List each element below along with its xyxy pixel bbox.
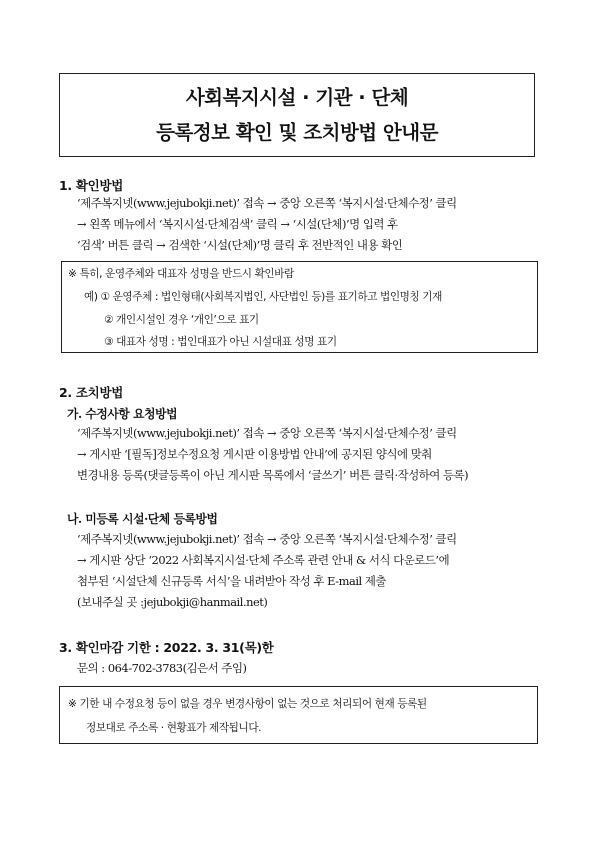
section2-b-line: (보내주실 곳 :jejubokji@hanmail.net): [77, 595, 268, 609]
section2-sub-a-heading: 가. 수정사항 요청방법: [67, 407, 178, 421]
section1-line: ‘제주복지넷(www.jejubokji.net)’ 접속 → 중앙 오른쪽 ‘복지시설·단체수정’ 클릭: [77, 196, 457, 210]
section2-b-line: 첨부된 ‘시설단체 신규등록 서식’을 내려받아 작성 후 E-mail 제출: [77, 574, 386, 588]
section2-a-line: ‘제주복지넷(www.jejubokji.net)’ 접속 → 중앙 오른쪽 ‘복지시설·단체수정’ 클릭: [77, 426, 457, 440]
section2-heading: 2. 조치방법: [59, 385, 123, 400]
section2-b-line: ‘제주복지넷(www.jejubokji.net)’ 접속 → 중앙 오른쪽 ‘복지시설·단체수정’ 클릭: [77, 532, 457, 546]
section1-heading: 1. 확인방법: [59, 178, 123, 193]
section3-heading: 3. 확인마감 기한 : 2022. 3. 31(목)한: [59, 640, 274, 655]
section1-line: ‘검색’ 버튼 클릭 → 검색한 ‘시설(단체)’명 클릭 후 전반적인 내용 확인: [77, 238, 403, 252]
check-note-box: [61, 261, 538, 353]
section1-line: → 왼쪽 메뉴에서 ‘복지시설·단체검색’ 클릭 → ‘시설(단체)’명 입력 후: [77, 217, 398, 231]
footer-note-box: [59, 686, 538, 744]
note-line: ② 개인시설인 경우 ‘개인’으로 표기: [104, 314, 259, 326]
document-title-line1: 사회복지시설 · 기관 · 단체: [185, 86, 409, 109]
section2-sub-b-heading: 나. 미등록 시설·단체 등록방법: [67, 512, 218, 526]
footer-note-line: ※ 기한 내 수정요청 등이 없을 경우 변경사항이 없는 것으로 처리되어 현재 등록된: [68, 698, 427, 710]
contact-info: 문의 : 064-702-3783(김은서 주임): [77, 661, 247, 675]
section2-b-line: → 게시판 상단 ‘2022 사회복지시설·단체 주소록 관련 안내 & 서식 다운로드’에: [77, 553, 450, 567]
document-title-line2: 등록정보 확인 및 조치방법 안내문: [156, 121, 438, 144]
section2-a-line: 변경내용 등록(댓글등록이 아닌 게시판 목록에서 ‘글쓰기’ 버튼 클릭·작성하여 등록): [77, 468, 469, 482]
title-box: [59, 73, 535, 157]
footer-note-line: 정보대로 주소록 · 현황표가 제작됩니다.: [86, 722, 262, 734]
section2-a-line: → 게시판 ‘[필독]정보수정요청 게시판 이용방법 안내’에 공지된 양식에 맞춰: [77, 447, 432, 461]
note-line: ③ 대표자 성명 : 법인대표가 아닌 시설대표 성명 표기: [104, 336, 337, 348]
note-line: ※ 특히, 운영주체와 대표자 성명을 반드시 확인바람: [68, 268, 294, 280]
note-line: 예) ① 운영주체 : 법인형태(사회복지법인, 사단법인 등)를 표기하고 법인명칭 기재: [84, 291, 442, 303]
